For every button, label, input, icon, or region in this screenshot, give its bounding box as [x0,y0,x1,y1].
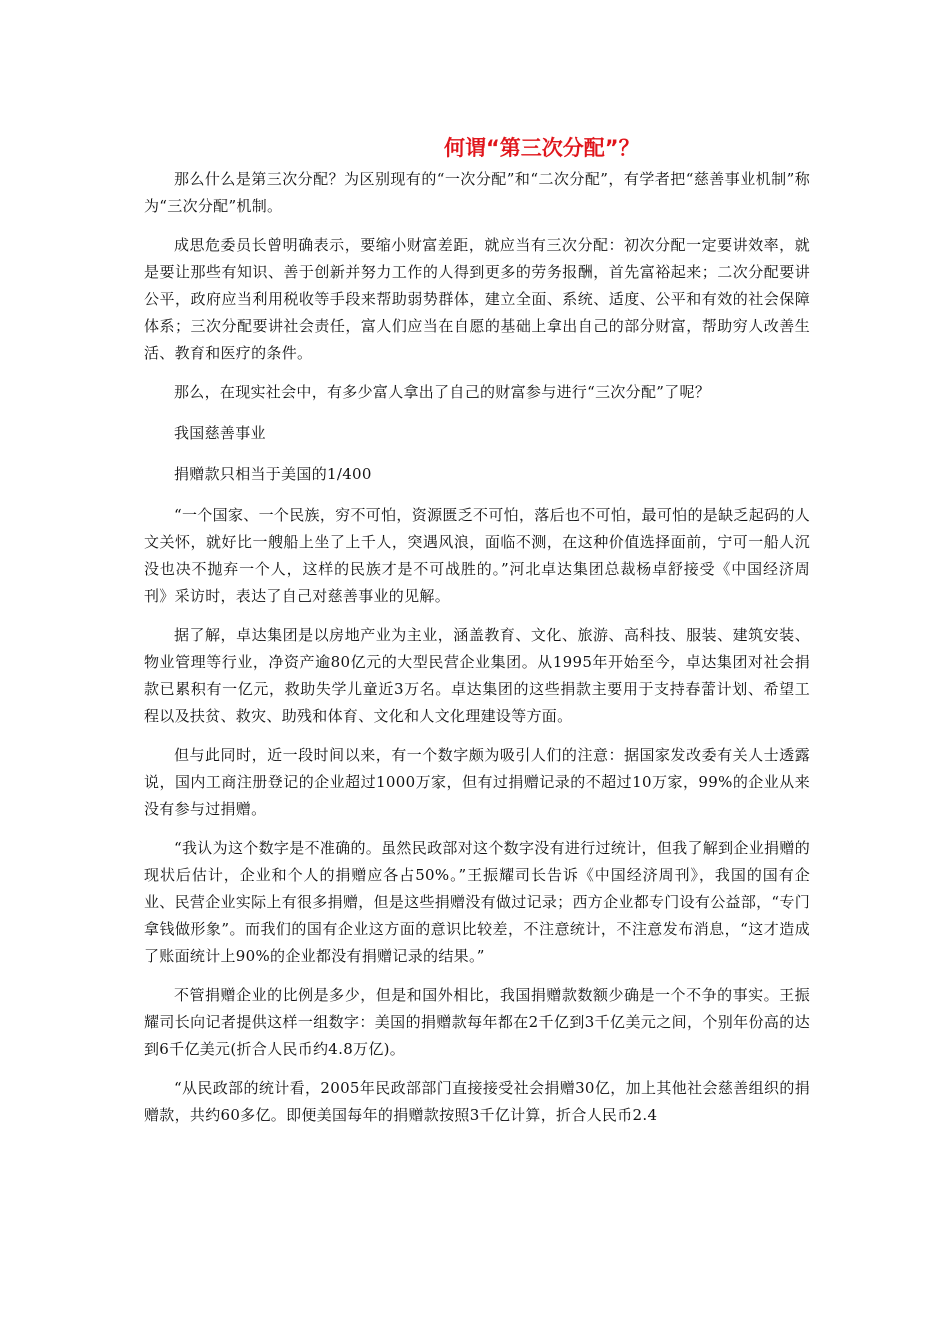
document-title: 何谓“第三次分配”？ [444,136,640,160]
paragraph: 据了解，卓达集团是以房地产业为主业，涵盖教育、文化、旅游、高科技、服装、建筑安装、物业管理等行业，净资产逾80亿元的大型民营企业集团。从1995年开始至今，卓达集团对社会捐款已累积有一亿元，救助失学儿童近3万名。卓达集团的这些捐款主要用于支持春蕾计划、希望工程以及扶贫、救灾、助残和体育、文化和人文化理建设等方面。 [144,626,810,725]
paragraph: 不管捐赠企业的比例是多少，但是和国外相比，我国捐赠款数额少确是一个不争的事实。王振耀司长向记者提供这样一组数字：美国的捐赠款每年都在2千亿到3千亿美元之间，个别年份高的达到6千亿美元(折合人民币约4.8万亿)。 [144,986,810,1058]
paragraph: 那么，在现实社会中，有多少富人拿出了自己的财富参与进行“三次分配”了呢？ [174,383,711,401]
paragraph: “一个国家、一个民族，穷不可怕，资源匮乏不可怕，落后也不可怕，最可怕的是缺乏起码的人文关怀，就好比一艘船上坐了上千人，突遇风浪，面临不测，在这种价值选择面前，宁可一船人沉没也决不抛弃一个人，这样的民族才是不可战胜的。”河北卓达集团总裁杨卓舒接受《中国经济周刊》采访时，表达了自己对慈善事业的见解。 [144,506,810,605]
section-subheading: 捐赠款只相当于美国的1/400 [174,465,372,483]
paragraph: “我认为这个数字是不准确的。虽然民政部对这个数字没有进行过统计，但我了解到企业捐赠的现状后估计，企业和个人的捐赠应各占50%。”王振耀司长告诉《中国经济周刊》，我国的国有企业、民营企业实际上有很多捐赠，但是这些捐赠没有做过记录；西方企业都专门设有公益部，“专门拿钱做形象”。而我们的国有企业这方面的意识比较差，不注意统计，不注意发布消息，“这才造成了账面统计上90%的企业都没有捐赠记录的结果。” [144,839,810,965]
paragraph: 但与此同时，近一段时间以来，有一个数字颇为吸引人们的注意：据国家发改委有关人士透露说，国内工商注册登记的企业超过1000万家，但有过捐赠记录的不超过10万家，99%的企业从来没有参与过捐赠。 [144,746,810,818]
paragraph: 成思危委员长曾明确表示，要缩小财富差距，就应当有三次分配：初次分配一定要讲效率，就是要让那些有知识、善于创新并努力工作的人得到更多的劳务报酬，首先富裕起来；二次分配要讲公平，政府应当利用税收等手段来帮助弱势群体，建立全面、系统、适度、公平和有效的社会保障体系；三次分配要讲社会责任，富人们应当在自愿的基础上拿出自己的部分财富，帮助穷人改善生活、教育和医疗的条件。 [144,236,810,362]
document-body [144,166,810,1141]
paragraph: “从民政部的统计看，2005年民政部部门直接接受社会捐赠30亿，加上其他社会慈善组织的捐赠款，共约60多亿。即便美国每年的捐赠款按照3千亿计算，折合人民币2.4 [144,1079,810,1124]
section-heading: 我国慈善事业 [174,424,266,442]
paragraph: 那么什么是第三次分配？为区别现有的“一次分配”和“二次分配”，有学者把“慈善事业机制”称为“三次分配”机制。 [144,170,810,215]
